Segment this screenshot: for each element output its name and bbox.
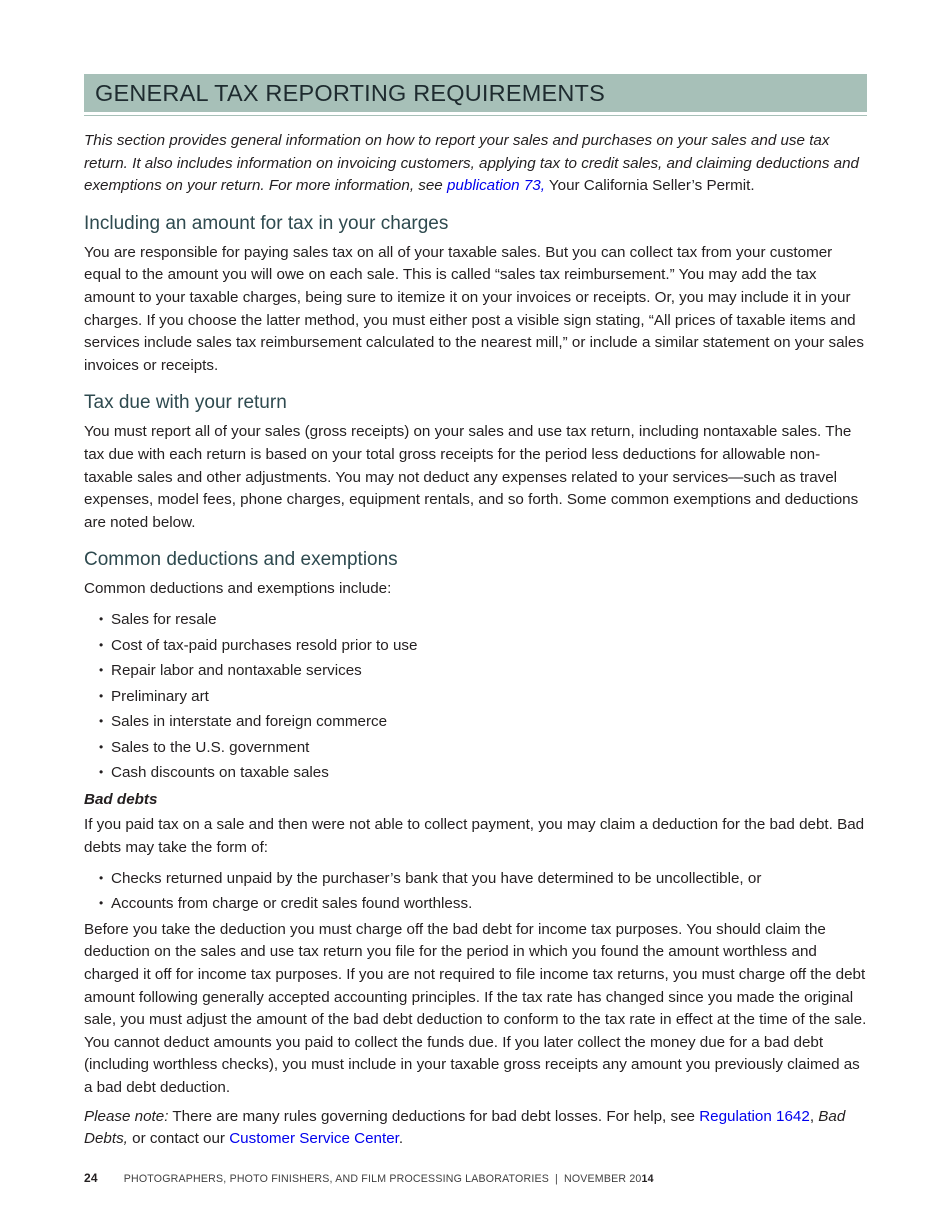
page-footer bbox=[84, 1171, 654, 1185]
page-number: 24 bbox=[84, 1171, 98, 1185]
list-item: • Cost of tax-paid purchases resold prior to use bbox=[99, 636, 418, 654]
please-note-paragraph: Please note: There are many rules governing deductions for bad debt losses. For help, see Regulation 1642, Bad Debts, or contact our Customer Service Center. bbox=[84, 1107, 846, 1148]
section-header bbox=[84, 74, 867, 112]
list-item: • Sales in interstate and foreign commerce bbox=[99, 713, 388, 731]
heading-including-tax: Including an amount for tax in your charges bbox=[84, 212, 449, 234]
bad-debts-lead: If you paid tax on a sale and then were not able to collect payment, you may claim a deduction for the bad debt. Bad debts may take the form of: bbox=[84, 816, 865, 857]
page-title: GENERAL TAX REPORTING REQUIREMENTS bbox=[95, 80, 605, 106]
bullet-icon: • bbox=[99, 870, 104, 885]
list-item: • Cash discounts on taxable sales bbox=[99, 764, 329, 782]
heading-tax-due: Tax due with your return bbox=[84, 392, 287, 414]
regulation-title: Bad Debts, bbox=[84, 1107, 846, 1148]
list-item: • Checks returned unpaid by the purchaser’s bank that you have determined to be uncollectible, or bbox=[99, 869, 762, 887]
intro-text: This section provides general information on how to report your sales and purchases on your sales and use tax return. It also includes information on invoicing customers, applying tax to credit sales, and claiming deductions and exemptions on your return. For more information, see bbox=[84, 132, 859, 195]
bullet-icon: • bbox=[99, 765, 104, 780]
bullet-icon: • bbox=[99, 688, 104, 703]
bullet-icon: • bbox=[99, 714, 104, 729]
bullet-icon: • bbox=[99, 663, 104, 678]
list-item: • Sales for resale bbox=[99, 610, 217, 628]
list-item: • Sales to the U.S. government bbox=[99, 738, 310, 756]
bullet-icon: • bbox=[99, 611, 104, 626]
bad-debts-paragraph: Before you take the deduction you must charge off the bad debt for income tax purposes. You should claim the deduction on the sales and use tax return you file for the period in which you found the amount worthless and charged it off for income tax purposes. If you are not required to file income tax returns, you must charge off the debt amount following generally accepted accounting principles. If the tax rate has changed since you made the original sale, you must adjust the amount of the bad debt deduction to conform to the tax rate in effect at the time of the sale. You cannot deduct amounts you paid to collect the funds due. If you later collect the money due for a bad debt (including worthless checks), you must include in your taxable gross receipts any amount you previously claimed as a bad debt deduction. bbox=[84, 920, 867, 1096]
bullet-icon: • bbox=[99, 896, 104, 911]
bad-debts-list bbox=[84, 868, 867, 915]
intro-tail: Your California Seller’s Permit. bbox=[544, 177, 755, 195]
tax-due-paragraph: You must report all of your sales (gross receipts) on your sales and use tax return, including nontaxable sales. The tax due with each return is based on your total gross receipts for the period less deductions for allowable non-taxable sales and other adjustments. You may not deduct any expenses related to your services—such as travel expenses, model fees, phone charges, equipment rentals, and so forth. Some common exemptions and deductions are noted below. bbox=[84, 423, 859, 531]
content bbox=[84, 74, 867, 1151]
bullet-icon: • bbox=[99, 739, 104, 754]
deductions-list bbox=[84, 609, 867, 784]
footer-date: NOVEMBER 2014 bbox=[563, 1173, 654, 1185]
heading-bad-debts: Bad debts bbox=[84, 791, 158, 809]
footer-separator: | bbox=[555, 1173, 558, 1185]
including-tax-paragraph: You are responsible for paying sales tax on all of your taxable sales. But you can collect tax from your customer equal to the amount you will owe on each sale. This is called “sales tax reimbursement.” You may add the tax amount to your taxable charges, being sure to itemize it on your invoices or receipts. Or, you may include it in your charges. If you choose the latter method, you must either post a visible sign stating, “All prices of taxable items and services include sales tax reimbursement calculated to the nearest mill,” or include a similar statement on your sales invoices or receipts. bbox=[84, 243, 864, 374]
header-rule bbox=[84, 115, 867, 116]
customer-service-center-link[interactable]: Customer Service Center bbox=[229, 1130, 399, 1148]
intro-paragraph bbox=[84, 130, 867, 198]
footer-publication-title: PHOTOGRAPHERS, PHOTO FINISHERS, AND FILM PROCESSING LABORATORIES bbox=[123, 1173, 550, 1185]
list-item: • Preliminary art bbox=[99, 687, 209, 705]
regulation-1642-link[interactable]: Regulation 1642 bbox=[699, 1107, 810, 1125]
heading-common-deductions: Common deductions and exemptions bbox=[84, 549, 398, 571]
deductions-lead: Common deductions and exemptions include: bbox=[84, 580, 392, 598]
bullet-icon: • bbox=[99, 637, 104, 652]
list-item: • Repair labor and nontaxable services bbox=[99, 662, 362, 680]
note-label: Please note: bbox=[84, 1107, 169, 1125]
publication-73-link[interactable]: publication 73, bbox=[446, 177, 545, 195]
list-item: • Accounts from charge or credit sales found worthless. bbox=[99, 895, 473, 913]
